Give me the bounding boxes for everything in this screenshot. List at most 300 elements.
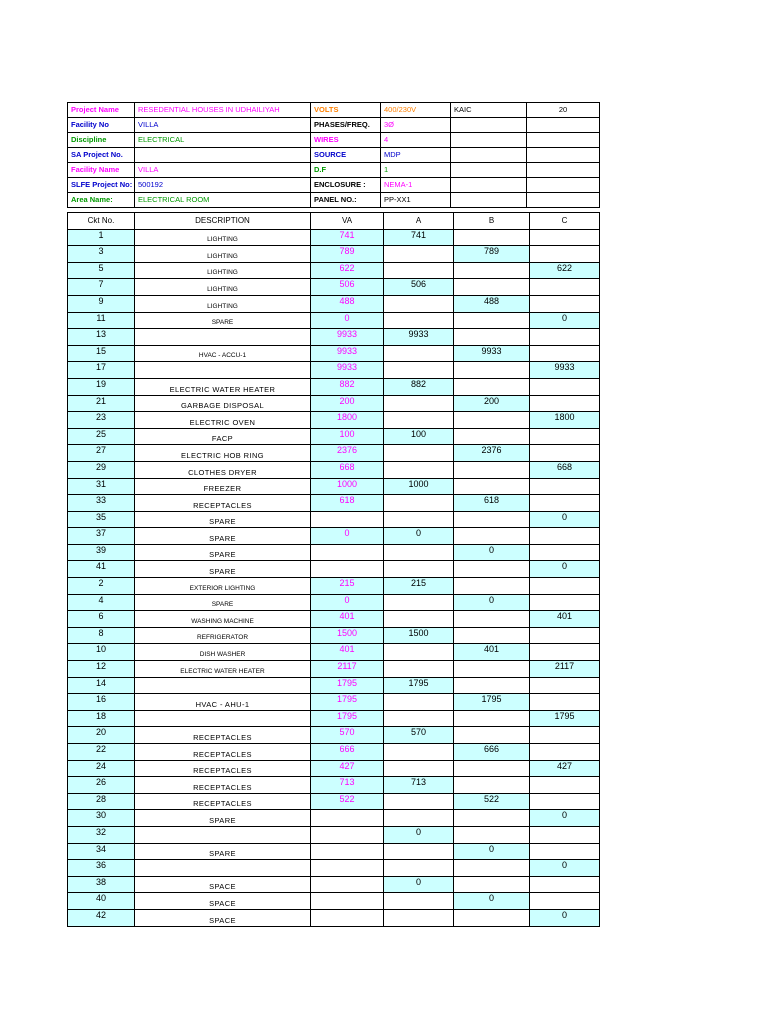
circuit-va: 668 <box>311 461 384 478</box>
phase-a-load <box>384 412 454 429</box>
phase-a-load <box>384 246 454 263</box>
circuit-row <box>68 528 600 545</box>
info-label: SLFE Project No: <box>68 178 135 193</box>
project-info-table <box>67 102 600 208</box>
info-label <box>451 133 527 148</box>
phase-c-load <box>530 843 600 860</box>
circuit-row <box>68 229 600 246</box>
circuit-va <box>311 561 384 578</box>
circuit-row <box>68 909 600 926</box>
circuit-row <box>68 843 600 860</box>
circuit-row <box>68 760 600 777</box>
circuit-description: SPACE <box>135 909 311 926</box>
circuit-va: 789 <box>311 246 384 263</box>
circuit-row <box>68 295 600 312</box>
circuit-row <box>68 810 600 827</box>
circuit-va <box>311 544 384 561</box>
circuit-va: 0 <box>311 528 384 545</box>
circuit-description: FREEZER <box>135 478 311 495</box>
circuit-va: 100 <box>311 428 384 445</box>
circuit-number: 11 <box>68 312 135 329</box>
circuit-description: ELECTRIC OVEN <box>135 412 311 429</box>
circuit-row <box>68 345 600 362</box>
circuit-row <box>68 611 600 628</box>
phase-a-load <box>384 312 454 329</box>
phase-c-load: 1800 <box>530 412 600 429</box>
circuit-number: 12 <box>68 661 135 678</box>
phase-c-load <box>530 246 600 263</box>
circuit-va: 882 <box>311 378 384 395</box>
phase-a-load <box>384 860 454 877</box>
phase-c-load <box>530 378 600 395</box>
column-header-description: DESCRIPTION <box>135 213 311 230</box>
circuit-number: 36 <box>68 860 135 877</box>
phase-c-load <box>530 594 600 611</box>
column-header-phase-c: C <box>530 213 600 230</box>
circuit-row <box>68 511 600 528</box>
phase-a-load <box>384 295 454 312</box>
phase-a-load <box>384 594 454 611</box>
circuit-row <box>68 893 600 910</box>
phase-b-load: 789 <box>454 246 530 263</box>
circuit-description: SPARE <box>135 528 311 545</box>
phase-c-load <box>530 876 600 893</box>
circuit-description: RECEPTACLES <box>135 744 311 761</box>
phase-b-load: 200 <box>454 395 530 412</box>
phase-b-load <box>454 860 530 877</box>
circuit-description <box>135 826 311 843</box>
phase-b-load: 0 <box>454 893 530 910</box>
phase-b-load: 618 <box>454 495 530 512</box>
info-value: ELECTRICAL <box>135 133 311 148</box>
info-label: SOURCE <box>311 148 381 163</box>
circuit-va: 618 <box>311 495 384 512</box>
circuit-number: 16 <box>68 694 135 711</box>
phase-b-load <box>454 578 530 595</box>
circuit-row <box>68 793 600 810</box>
circuit-number: 15 <box>68 345 135 362</box>
circuit-row <box>68 495 600 512</box>
circuit-row <box>68 246 600 263</box>
info-value: 500192 <box>135 178 311 193</box>
phase-a-load: 215 <box>384 578 454 595</box>
circuit-description <box>135 710 311 727</box>
circuit-number: 40 <box>68 893 135 910</box>
circuit-description <box>135 362 311 379</box>
circuit-va: 570 <box>311 727 384 744</box>
phase-a-load <box>384 793 454 810</box>
circuit-description: RECEPTACLES <box>135 727 311 744</box>
phase-a-load <box>384 710 454 727</box>
phase-b-load: 0 <box>454 594 530 611</box>
circuit-va <box>311 893 384 910</box>
circuit-va: 488 <box>311 295 384 312</box>
info-value <box>135 148 311 163</box>
circuit-va: 9933 <box>311 362 384 379</box>
phase-c-load <box>530 744 600 761</box>
circuit-row <box>68 777 600 794</box>
circuit-number: 7 <box>68 279 135 296</box>
phase-c-load <box>530 395 600 412</box>
circuit-description: RECEPTACLES <box>135 495 311 512</box>
circuit-va: 2376 <box>311 445 384 462</box>
project-info-row <box>68 163 600 178</box>
phase-b-load: 666 <box>454 744 530 761</box>
info-value <box>527 178 600 193</box>
circuit-row <box>68 312 600 329</box>
circuit-va: 506 <box>311 279 384 296</box>
circuit-number: 25 <box>68 428 135 445</box>
circuit-va: 0 <box>311 312 384 329</box>
circuit-row <box>68 694 600 711</box>
circuit-va: 9933 <box>311 329 384 346</box>
circuit-va <box>311 843 384 860</box>
circuit-row <box>68 395 600 412</box>
phase-b-load <box>454 627 530 644</box>
phase-c-load <box>530 777 600 794</box>
phase-b-load: 2376 <box>454 445 530 462</box>
phase-a-load <box>384 843 454 860</box>
info-label: WIRES <box>311 133 381 148</box>
phase-a-load: 0 <box>384 826 454 843</box>
phase-c-load <box>530 644 600 661</box>
circuit-number: 10 <box>68 644 135 661</box>
phase-a-load <box>384 461 454 478</box>
circuit-row <box>68 826 600 843</box>
circuit-va: 1795 <box>311 710 384 727</box>
phase-c-load: 9933 <box>530 362 600 379</box>
phase-a-load <box>384 345 454 362</box>
circuit-row <box>68 727 600 744</box>
circuit-description <box>135 677 311 694</box>
circuit-description: SPARE <box>135 511 311 528</box>
circuit-row <box>68 744 600 761</box>
circuit-va: 622 <box>311 262 384 279</box>
phase-b-load <box>454 611 530 628</box>
column-header-ckt: Ckt No. <box>68 213 135 230</box>
phase-b-load <box>454 329 530 346</box>
circuit-number: 32 <box>68 826 135 843</box>
phase-c-load <box>530 694 600 711</box>
circuit-number: 3 <box>68 246 135 263</box>
phase-c-load <box>530 428 600 445</box>
panel-schedule-table <box>67 212 600 927</box>
phase-a-load <box>384 544 454 561</box>
circuit-va: 9933 <box>311 345 384 362</box>
phase-c-load <box>530 677 600 694</box>
phase-c-load <box>530 627 600 644</box>
info-value: ELECTRICAL ROOM <box>135 193 311 208</box>
info-label <box>451 178 527 193</box>
phase-b-load <box>454 561 530 578</box>
circuit-description: WASHING MACHINE <box>135 611 311 628</box>
project-info-row <box>68 193 600 208</box>
circuit-va: 1500 <box>311 627 384 644</box>
phase-b-load <box>454 909 530 926</box>
info-value <box>527 163 600 178</box>
phase-b-load: 522 <box>454 793 530 810</box>
circuit-description: SPACE <box>135 876 311 893</box>
circuit-number: 39 <box>68 544 135 561</box>
phase-a-load: 570 <box>384 727 454 744</box>
circuit-number: 2 <box>68 578 135 595</box>
phase-c-load: 0 <box>530 561 600 578</box>
project-info-row <box>68 118 600 133</box>
circuit-number: 21 <box>68 395 135 412</box>
phase-a-load: 882 <box>384 378 454 395</box>
circuit-row <box>68 578 600 595</box>
circuit-number: 8 <box>68 627 135 644</box>
circuit-va: 522 <box>311 793 384 810</box>
circuit-description: EXTERIOR LIGHTING <box>135 578 311 595</box>
circuit-description: LIGHTING <box>135 246 311 263</box>
circuit-row <box>68 644 600 661</box>
info-value: VILLA <box>135 163 311 178</box>
phase-b-load <box>454 661 530 678</box>
phase-a-load <box>384 661 454 678</box>
phase-a-load <box>384 445 454 462</box>
circuit-row <box>68 561 600 578</box>
circuit-row <box>68 860 600 877</box>
circuit-va: 1800 <box>311 412 384 429</box>
circuit-description: LIGHTING <box>135 262 311 279</box>
phase-a-load: 741 <box>384 229 454 246</box>
circuit-va: 666 <box>311 744 384 761</box>
circuit-row <box>68 412 600 429</box>
phase-b-load <box>454 378 530 395</box>
phase-b-load <box>454 826 530 843</box>
circuit-number: 22 <box>68 744 135 761</box>
circuit-description: SPARE <box>135 594 311 611</box>
column-header-phase-b: B <box>454 213 530 230</box>
info-label <box>451 163 527 178</box>
phase-c-load <box>530 793 600 810</box>
circuit-number: 13 <box>68 329 135 346</box>
info-value <box>527 118 600 133</box>
info-label <box>451 193 527 208</box>
info-value: 400/230V <box>381 103 451 118</box>
circuit-description: DISH WASHER <box>135 644 311 661</box>
phase-b-load <box>454 777 530 794</box>
circuit-va: 401 <box>311 644 384 661</box>
circuit-description: RECEPTACLES <box>135 793 311 810</box>
info-value: 4 <box>381 133 451 148</box>
phase-c-load <box>530 495 600 512</box>
circuit-number: 18 <box>68 710 135 727</box>
info-label: Facility Name <box>68 163 135 178</box>
circuit-row <box>68 428 600 445</box>
circuit-number: 28 <box>68 793 135 810</box>
circuit-row <box>68 279 600 296</box>
phase-c-load <box>530 544 600 561</box>
circuit-description: SPARE <box>135 810 311 827</box>
phase-a-load: 1500 <box>384 627 454 644</box>
circuit-va <box>311 810 384 827</box>
phase-c-load <box>530 229 600 246</box>
phase-c-load <box>530 727 600 744</box>
phase-b-load: 1795 <box>454 694 530 711</box>
info-label: Project Name <box>68 103 135 118</box>
phase-a-load <box>384 611 454 628</box>
circuit-number: 42 <box>68 909 135 926</box>
circuit-row <box>68 461 600 478</box>
phase-b-load <box>454 876 530 893</box>
info-value: 3Ø <box>381 118 451 133</box>
phase-a-load <box>384 644 454 661</box>
info-value: 1 <box>381 163 451 178</box>
circuit-row <box>68 677 600 694</box>
info-value: PP-XX1 <box>381 193 451 208</box>
phase-b-load <box>454 710 530 727</box>
phase-c-load: 401 <box>530 611 600 628</box>
circuit-va <box>311 860 384 877</box>
circuit-number: 17 <box>68 362 135 379</box>
phase-c-load: 0 <box>530 312 600 329</box>
circuit-number: 5 <box>68 262 135 279</box>
circuit-row <box>68 876 600 893</box>
circuit-number: 37 <box>68 528 135 545</box>
phase-c-load <box>530 893 600 910</box>
phase-a-load <box>384 893 454 910</box>
circuit-description: ELECTRIC WATER HEATER <box>135 378 311 395</box>
phase-b-load <box>454 511 530 528</box>
circuit-row <box>68 445 600 462</box>
phase-a-load <box>384 810 454 827</box>
phase-a-load: 0 <box>384 528 454 545</box>
phase-c-load <box>530 445 600 462</box>
phase-b-load <box>454 262 530 279</box>
circuit-row <box>68 594 600 611</box>
phase-c-load <box>530 578 600 595</box>
circuit-va: 0 <box>311 594 384 611</box>
info-label: SA Project No. <box>68 148 135 163</box>
info-label: Discipline <box>68 133 135 148</box>
circuit-description <box>135 860 311 877</box>
phase-a-load <box>384 362 454 379</box>
phase-a-load <box>384 909 454 926</box>
info-value <box>527 148 600 163</box>
circuit-row <box>68 478 600 495</box>
circuit-va: 200 <box>311 395 384 412</box>
phase-c-load <box>530 279 600 296</box>
phase-a-load: 100 <box>384 428 454 445</box>
phase-c-load: 0 <box>530 860 600 877</box>
circuit-number: 31 <box>68 478 135 495</box>
phase-b-load <box>454 279 530 296</box>
circuit-number: 6 <box>68 611 135 628</box>
circuit-description: SPARE <box>135 312 311 329</box>
circuit-description: LIGHTING <box>135 229 311 246</box>
circuit-row <box>68 661 600 678</box>
phase-c-load: 0 <box>530 810 600 827</box>
info-label: ENCLOSURE : <box>311 178 381 193</box>
circuit-description: ELECTRIC HOB RING <box>135 445 311 462</box>
phase-c-load: 0 <box>530 511 600 528</box>
circuit-number: 4 <box>68 594 135 611</box>
circuit-va: 1795 <box>311 677 384 694</box>
info-label <box>451 148 527 163</box>
project-info-row <box>68 133 600 148</box>
circuit-va: 713 <box>311 777 384 794</box>
phase-a-load <box>384 511 454 528</box>
phase-b-load: 488 <box>454 295 530 312</box>
info-label <box>451 118 527 133</box>
circuit-va <box>311 511 384 528</box>
circuit-description: LIGHTING <box>135 295 311 312</box>
circuit-row <box>68 378 600 395</box>
circuit-description: FACP <box>135 428 311 445</box>
circuit-description: LIGHTING <box>135 279 311 296</box>
phase-b-load: 9933 <box>454 345 530 362</box>
phase-b-load <box>454 528 530 545</box>
info-value: RESEDENTIAL HOUSES IN UDHAILIYAH <box>135 103 311 118</box>
info-label: KAIC <box>451 103 527 118</box>
circuit-description <box>135 329 311 346</box>
info-label: PANEL NO.: <box>311 193 381 208</box>
phase-b-load <box>454 810 530 827</box>
info-label: D.F <box>311 163 381 178</box>
circuit-va: 741 <box>311 229 384 246</box>
phase-c-load: 1795 <box>530 710 600 727</box>
circuit-number: 34 <box>68 843 135 860</box>
phase-c-load <box>530 478 600 495</box>
phase-a-load <box>384 760 454 777</box>
phase-a-load <box>384 694 454 711</box>
phase-c-load <box>530 345 600 362</box>
info-value: NEMA-1 <box>381 178 451 193</box>
circuit-number: 27 <box>68 445 135 462</box>
circuit-description: GARBAGE DISPOSAL <box>135 395 311 412</box>
phase-b-load <box>454 229 530 246</box>
phase-c-load <box>530 295 600 312</box>
phase-b-load: 0 <box>454 843 530 860</box>
circuit-va <box>311 909 384 926</box>
circuit-description: CLOTHES DRYER <box>135 461 311 478</box>
phase-a-load: 9933 <box>384 329 454 346</box>
schedule-header-row <box>68 213 600 230</box>
phase-b-load <box>454 428 530 445</box>
circuit-va: 1795 <box>311 694 384 711</box>
circuit-row <box>68 262 600 279</box>
circuit-number: 38 <box>68 876 135 893</box>
phase-b-load <box>454 760 530 777</box>
phase-b-load <box>454 727 530 744</box>
phase-c-load: 2117 <box>530 661 600 678</box>
phase-a-load: 0 <box>384 876 454 893</box>
phase-b-load <box>454 478 530 495</box>
phase-a-load <box>384 262 454 279</box>
phase-c-load <box>530 528 600 545</box>
phase-c-load <box>530 826 600 843</box>
circuit-va: 215 <box>311 578 384 595</box>
circuit-row <box>68 544 600 561</box>
info-value <box>527 133 600 148</box>
project-info-row <box>68 178 600 193</box>
phase-a-load <box>384 561 454 578</box>
circuit-number: 24 <box>68 760 135 777</box>
column-header-phase-a: A <box>384 213 454 230</box>
circuit-row <box>68 627 600 644</box>
info-label: PHASES/FREQ. <box>311 118 381 133</box>
phase-b-load <box>454 312 530 329</box>
info-label: Area Name: <box>68 193 135 208</box>
circuit-number: 26 <box>68 777 135 794</box>
phase-c-load <box>530 329 600 346</box>
phase-b-load <box>454 362 530 379</box>
circuit-number: 41 <box>68 561 135 578</box>
circuit-number: 29 <box>68 461 135 478</box>
project-info-row <box>68 103 600 118</box>
